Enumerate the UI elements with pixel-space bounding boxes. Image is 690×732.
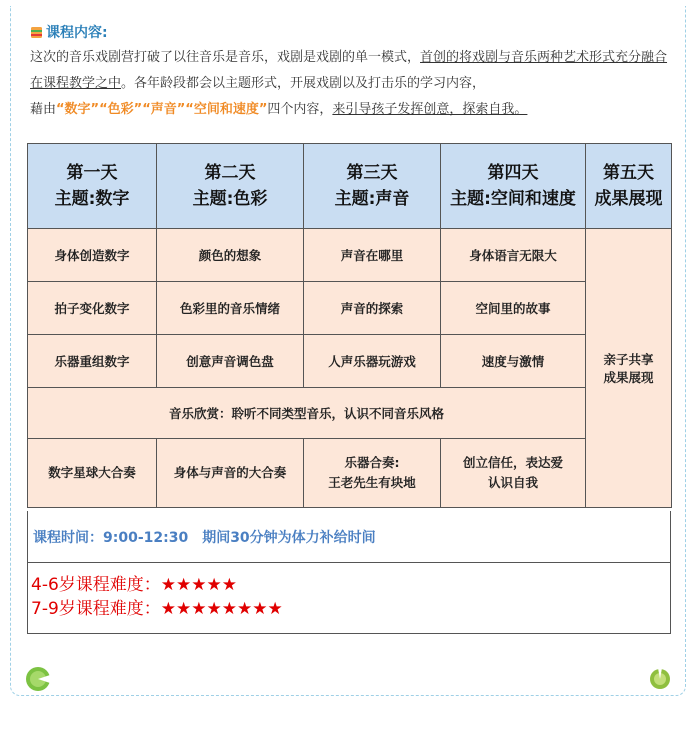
appreciation-row (28, 388, 672, 439)
table-cell: 拍子变化数字 (28, 282, 157, 335)
table-cell: 乐器合奏: 王老先生有块地 (304, 439, 441, 508)
schedule-table (27, 143, 672, 508)
table-cell: 创意声音调色盘 (157, 335, 304, 388)
table-cell: 速度与激情 (441, 335, 586, 388)
table-cell: 颜色的想象 (157, 229, 304, 282)
keyword-sound: “声音” (142, 102, 186, 117)
header-day1: 第一天 主题:数字 (28, 144, 157, 229)
table-cell: 色彩里的音乐情绪 (157, 282, 304, 335)
table-row (28, 335, 672, 388)
table-cell: 空间里的故事 (441, 282, 586, 335)
difficulty-block (27, 563, 671, 634)
header-day2: 第二天 主题:色彩 (157, 144, 304, 229)
keyword-number: “数字” (56, 102, 100, 117)
finale-row (28, 439, 672, 508)
section-heading (30, 22, 108, 42)
table-cell: 身体语言无限大 (441, 229, 586, 282)
appreciation-cell: 音乐欣赏：聆听不同类型音乐，认识不同音乐风格 (28, 388, 586, 439)
table-cell: 创立信任，表达爱 认识自我 (441, 439, 586, 508)
table-cell: 数字星球大合奏 (28, 439, 157, 508)
table-row (28, 229, 672, 282)
header-day3: 第三天 主题:声音 (304, 144, 441, 229)
table-cell: 人声乐器玩游戏 (304, 335, 441, 388)
course-time: 课程时间：9:00-12:30 期间30分钟为体力补给时间 (27, 511, 671, 563)
day5-cell: 亲子共享 成果展现 (586, 229, 672, 508)
intro-text-1: 这次的音乐戏剧营打破了以往音乐是音乐，戏剧是戏剧的单一模式， (30, 50, 421, 65)
intro-text-4: 四个内容， (267, 102, 333, 117)
table-cell: 身体与声音的大合奏 (157, 439, 304, 508)
book-icon (30, 26, 43, 39)
header-day4: 第四天 主题:空间和速度 (441, 144, 586, 229)
keyword-color: “色彩” (99, 102, 143, 117)
lily-pad-icon (649, 668, 671, 690)
intro-underlined-2: 来引导孩子发挥创意，探索自我。 (332, 102, 528, 117)
table-cell: 声音的探索 (304, 282, 441, 335)
table-cell: 身体创造数字 (28, 229, 157, 282)
table-cell: 乐器重组数字 (28, 335, 157, 388)
intro-text-3: 藉由 (30, 102, 57, 117)
difficulty-4-6: 4-6岁课程难度：★★★★★ (31, 575, 237, 595)
lily-pad-icon (25, 666, 51, 692)
keyword-space-speed: “空间和速度” (185, 102, 268, 117)
header-row (28, 144, 672, 229)
difficulty-7-9: 7-9岁课程难度：★★★★★★★★ (31, 599, 283, 619)
heading-text: 课程内容: (46, 25, 108, 41)
table-row (28, 282, 672, 335)
intro-paragraph (30, 45, 670, 123)
intro-underlined-1: 首创的将戏剧与音乐两种艺术形式充分融合在课程教学之中 (30, 50, 668, 91)
table-cell: 声音在哪里 (304, 229, 441, 282)
header-day5: 第五天 成果展现 (586, 144, 672, 229)
intro-text-2: 。各年龄段都会以主题形式，开展戏剧以及打击乐的学习内容， (121, 76, 486, 91)
